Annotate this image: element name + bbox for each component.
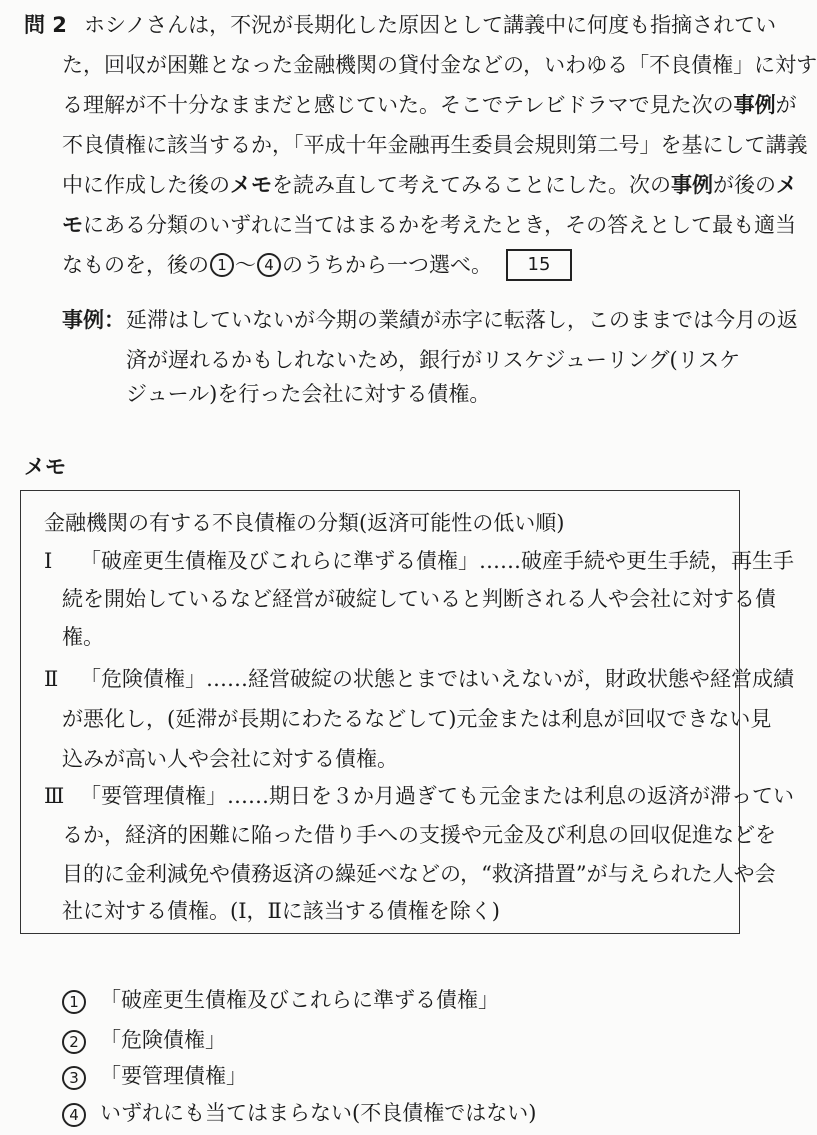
- option-4-ref: 4: [257, 253, 281, 277]
- question-line-5-mid: を読み直して考えてみることにした。次の: [272, 173, 671, 197]
- memo-item-2-numeral: Ⅱ: [44, 667, 59, 691]
- question-line-7-text: なものを，後の: [62, 253, 209, 277]
- option-3-number[interactable]: 3: [62, 1066, 86, 1090]
- memo-item-2-line-2: が悪化し，(延滞が長期にわたるなどして)元金または利息が回収できない見: [62, 707, 772, 731]
- case-line-1: 延滞はしていないが今期の業績が赤字に転落し，このままでは今月の返: [126, 308, 798, 332]
- tilde: ～: [235, 253, 256, 277]
- question-line-6-text: にある分類のいずれに当てはまるかを考えたとき，その答えとして最も適当: [83, 213, 797, 237]
- option-1-ref: 1: [210, 253, 234, 277]
- option-1-number[interactable]: 1: [62, 990, 86, 1014]
- option-4-number[interactable]: 4: [62, 1103, 86, 1127]
- case-line-2: 済が遅れるかもしれないため，銀行がリスケジューリング(リスケ: [126, 348, 741, 372]
- question-line-3-text: る理解が不十分なままだと感じていた。そこでテレビドラマで見た次の: [62, 93, 734, 117]
- question-line-5-text: 中に作成した後の: [62, 173, 230, 197]
- memo-item-3-line-3: 目的に金利減免や債務返済の繰延べなどの，“救済措置”が与えられた人や会: [62, 862, 776, 886]
- memo-item-2-line-1: 「危険債権」……経営破綻の状態とまではいえないが，財政状態や経営成績: [80, 667, 794, 691]
- memo-heading: 金融機関の有する不良債権の分類(返済可能性の低い順): [44, 511, 565, 535]
- memo-item-3-line-1: 「要管理債権」……期日を３か月過ぎても元金または利息の返済が滞ってい: [80, 784, 794, 808]
- question-line-7: [62, 250, 572, 283]
- case-line-3: ジュール)を行った会社に対する債権。: [126, 382, 491, 406]
- question-line-4: 不良債権に該当するか，「平成十年金融再生委員会規則第二号」を基にして講義: [62, 133, 808, 157]
- memo-item-2-line-3: 込みが高い人や会社に対する債権。: [62, 747, 398, 771]
- question-line-6: [62, 210, 796, 240]
- bold-jirei-2: 事例: [671, 173, 713, 197]
- memo-item-1-line-3: 権。: [62, 625, 104, 649]
- case-label: 事例：: [62, 308, 125, 332]
- memo-item-1-numeral: Ⅰ: [44, 549, 53, 573]
- question-line-2: た，回収が困難となった金融機関の貸付金などの，いわゆる「不良債権」に対す: [62, 53, 817, 77]
- option-1-text[interactable]: 「破産更生債権及びこれらに準ずる債権」: [100, 988, 499, 1012]
- bold-memo: メモ: [230, 173, 272, 197]
- answer-box[interactable]: 15: [506, 249, 572, 281]
- memo-title: メモ: [24, 455, 66, 479]
- bold-jirei: 事例: [733, 93, 776, 117]
- question-line-7-tail: のうちから一つ選べ。: [282, 253, 492, 277]
- memo-item-1-line-2: 続を開始しているなど経営が破綻していると判断される人や会社に対する債: [62, 587, 776, 611]
- question-label: 問 2: [24, 13, 67, 37]
- memo-item-3-line-4: 社に対する債権。(Ⅰ，Ⅱに該当する債権を除く): [62, 899, 500, 923]
- question-line-5: [62, 170, 797, 200]
- question-line-1: ホシノさんは，不況が長期化した原因として講義中に何度も指摘されてい: [84, 13, 777, 37]
- option-3-text[interactable]: 「要管理債権」: [100, 1064, 247, 1088]
- memo-item-3-numeral: Ⅲ: [44, 784, 65, 808]
- memo-item-3-line-2: るか，経済的困難に陥った借り手への支援や元金及び利息の回収促進などを: [62, 823, 776, 847]
- bold-mo: モ: [62, 213, 83, 237]
- option-4-text[interactable]: いずれにも当てはまらない(不良債権ではない): [100, 1101, 537, 1125]
- question-line-3-tail: が: [775, 93, 797, 117]
- question-line-3: [62, 90, 797, 120]
- option-2-text[interactable]: 「危険債権」: [100, 1028, 226, 1052]
- memo-item-1-line-1: 「破産更生債権及びこれらに準ずる債権」……破産手続や更生手続，再生手: [80, 549, 794, 573]
- option-2-number[interactable]: 2: [62, 1030, 86, 1054]
- question-line-5-tail: が後の: [713, 173, 776, 197]
- bold-me: メ: [776, 173, 797, 197]
